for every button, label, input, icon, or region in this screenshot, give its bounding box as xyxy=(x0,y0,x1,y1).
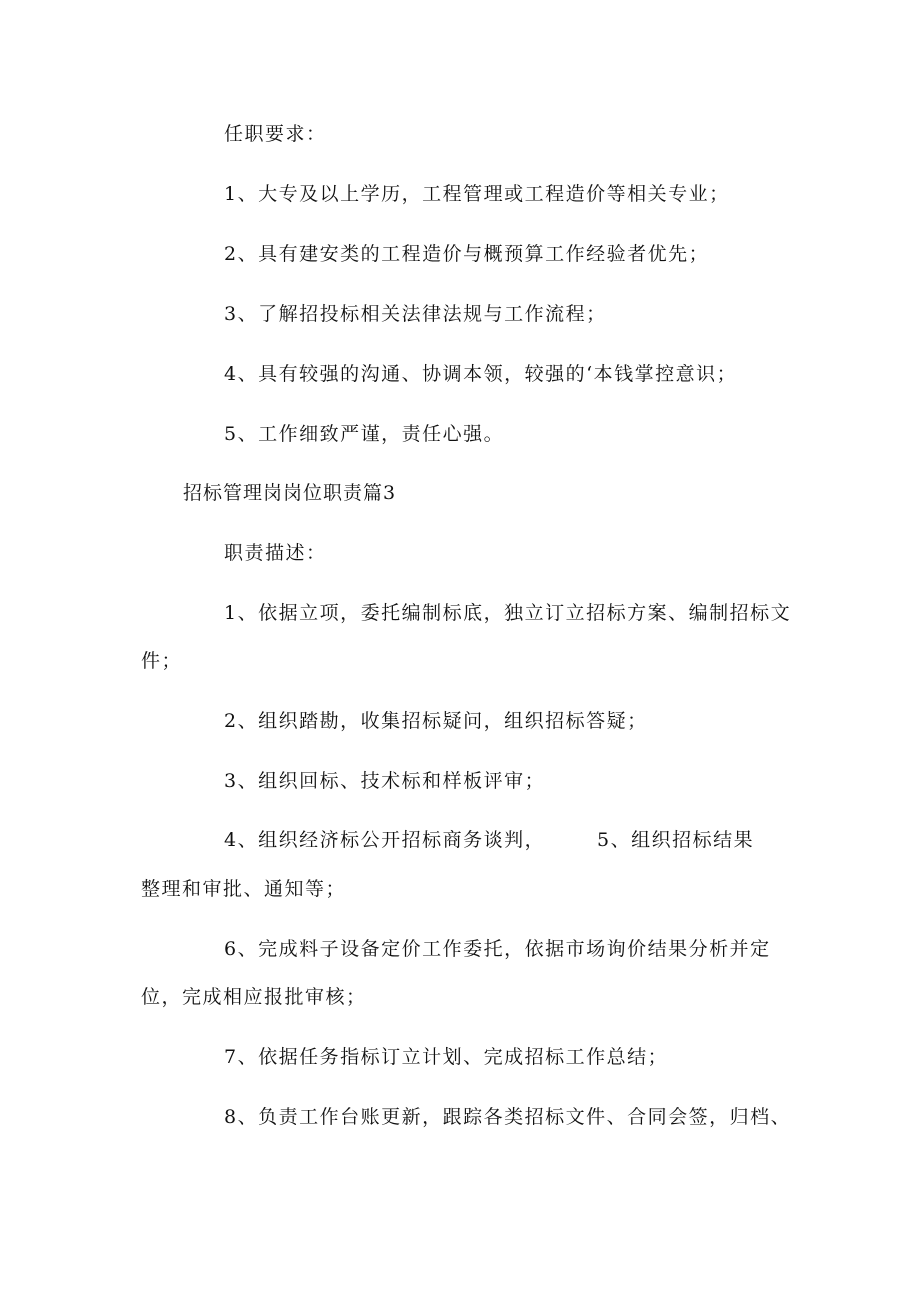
duty-item-6-line-1: 6、完成料子设备定价工作委托，依据市场询价结果分析并定 xyxy=(224,938,771,960)
duty-item-8: 8、负责工作台账更新，跟踪各类招标文件、合同会签，归档、 xyxy=(224,1106,792,1128)
duty-item-7: 7、依据任务指标订立计划、完成招标工作总结； xyxy=(224,1046,669,1068)
duty-item-1-line-1: 1、依据立项，委托编制标底，独立订立招标方案、编制招标文 xyxy=(224,602,792,624)
section-heading: 招标管理岗岗位职责篇3 xyxy=(183,482,397,504)
duties-title: 职责描述： xyxy=(224,542,327,564)
duty-item-5-start: 5、组织招标结果 xyxy=(597,829,755,851)
duty-item-3: 3、组织回标、技术标和样板评审； xyxy=(224,770,546,792)
duty-item-1-line-2: 件； xyxy=(141,650,183,672)
duty-item-2: 2、组织踏勘，收集招标疑问，组织招标答疑； xyxy=(224,710,648,732)
requirement-item-1: 1、大专及以上学历，工程管理或工程造价等相关专业； xyxy=(224,183,730,205)
duty-item-4-part-a: 4、组织经济标公开招标商务谈判， xyxy=(224,829,546,851)
requirement-item-5: 5、工作细致严谨，责任心强。 xyxy=(224,423,505,445)
duty-item-5-continuation: 整理和审批、通知等； xyxy=(141,878,347,900)
requirement-item-3: 3、了解招投标相关法律法规与工作流程； xyxy=(224,303,607,325)
requirement-item-2: 2、具有建安类的工程造价与概预算工作经验者优先； xyxy=(224,243,710,265)
requirements-title: 任职要求： xyxy=(224,123,327,145)
duty-item-6-line-2: 位，完成相应报批审核； xyxy=(141,986,367,1008)
requirement-item-4: 4、具有较强的沟通、协调本领，较强的‘本钱掌控意识； xyxy=(224,363,738,385)
